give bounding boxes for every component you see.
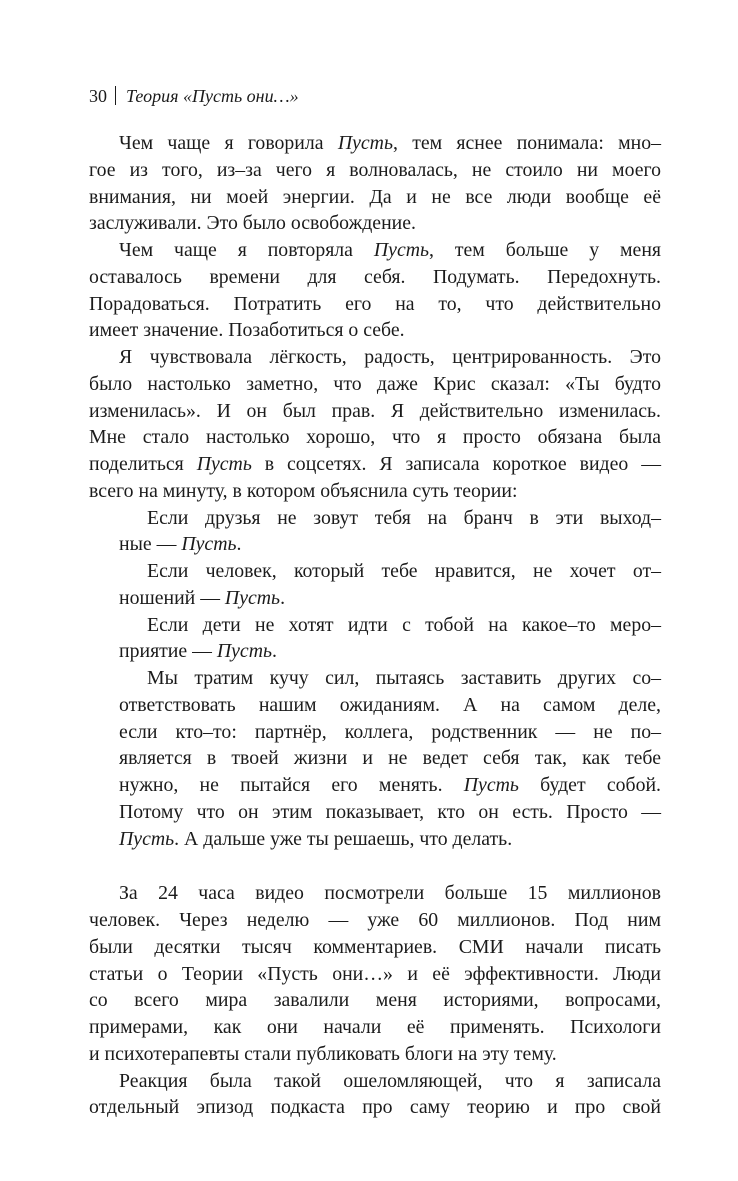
- text-line: внимания, ни моей энергии. Да и не все люди вообще её: [89, 185, 661, 208]
- quote-line: ные — Пусть.: [119, 533, 242, 556]
- quote-line: Мы тратим кучу сил, пытаясь заставить других со–: [147, 667, 661, 689]
- body-text: [89, 130, 661, 1121]
- quote-line: если кто–то: партнёр, коллега, родственник — не по–: [119, 720, 661, 743]
- quote-line: Если дети не хотят идти с тобой на какое–то меро–: [147, 613, 661, 636]
- quote-line: Если человек, который тебе нравится, не хочет от–: [147, 560, 661, 582]
- page-number: 30: [89, 86, 107, 106]
- text-line: было настолько заметно, что даже Крис сказал: «Ты будто: [89, 372, 661, 395]
- text-line: За 24 часа видео посмотрели больше 15 миллионов: [119, 882, 661, 905]
- text-line: со всего мира завалили меня историями, вопросами,: [89, 989, 661, 1012]
- text-line: имеет значение. Позаботиться о себе.: [89, 319, 405, 342]
- quote-line: ответствовать нашим ожиданиям. А на самом деле,: [119, 693, 661, 716]
- running-header: [89, 84, 299, 108]
- text-line: изменилась». И он был прав. Я действительно изменилась.: [89, 399, 661, 422]
- quote-line: ношений — Пусть.: [119, 586, 286, 609]
- text-line: Чем чаще я повторяла Пусть, тем больше у меня: [119, 239, 662, 261]
- text-line: статьи о Теории «Пусть они…» и её эффективности. Люди: [89, 962, 661, 985]
- text-line: отдельный эпизод подкаста про саму теорию и про свой: [89, 1096, 661, 1119]
- text-line: всего на минуту, в котором объяснила суть теории:: [89, 479, 518, 502]
- text-line: Мне стало настолько хорошо, что я просто обязана была: [89, 426, 661, 449]
- text-line: и психотерапевты стали публиковать блоги на эту тему.: [89, 1042, 557, 1065]
- quote-line: Если друзья не зовут тебя на бранч в эти выход–: [147, 506, 661, 529]
- text-line: заслуживали. Это было освобождение.: [89, 212, 416, 235]
- quote-line: нужно, не пытайся его менять. Пусть будет собой.: [119, 774, 661, 796]
- text-line: человек. Через неделю — уже 60 миллионов. Под ним: [89, 909, 661, 931]
- header-divider: [115, 86, 116, 105]
- section-gap: [89, 852, 661, 880]
- quote-line: Потому что он этим показывает, кто он есть. Просто —: [119, 800, 661, 823]
- running-title: Теория «Пусть они…»: [126, 86, 299, 106]
- text-line: примерами, как они начали её применять. Психологи: [89, 1016, 661, 1038]
- quote-line: Пусть. А дальше уже ты решаешь, что делать.: [119, 827, 513, 850]
- text-line: были десятки тысяч комментариев. СМИ начали писать: [89, 935, 661, 958]
- text-line: оставалось времени для себя. Подумать. Передохнуть.: [89, 265, 661, 288]
- quote-line: является в твоей жизни и не ведет себя так, как тебе: [119, 747, 661, 770]
- text-line: Я чувствовала лёгкость, радость, центрированность. Это: [119, 346, 661, 368]
- text-line: поделиться Пусть в соцсетях. Я записала короткое видео —: [89, 453, 661, 475]
- quote-line: приятие — Пусть.: [119, 640, 277, 663]
- text-line: Реакция была такой ошеломляющей, что я записала: [119, 1069, 661, 1092]
- text-line: Чем чаще я говорила Пусть, тем яснее понимала: мно–: [119, 132, 661, 154]
- text-line: гое из того, из–за чего я волновалась, не стоило ни моего: [89, 158, 661, 181]
- text-line: Порадоваться. Потратить его на то, что действительно: [89, 292, 661, 315]
